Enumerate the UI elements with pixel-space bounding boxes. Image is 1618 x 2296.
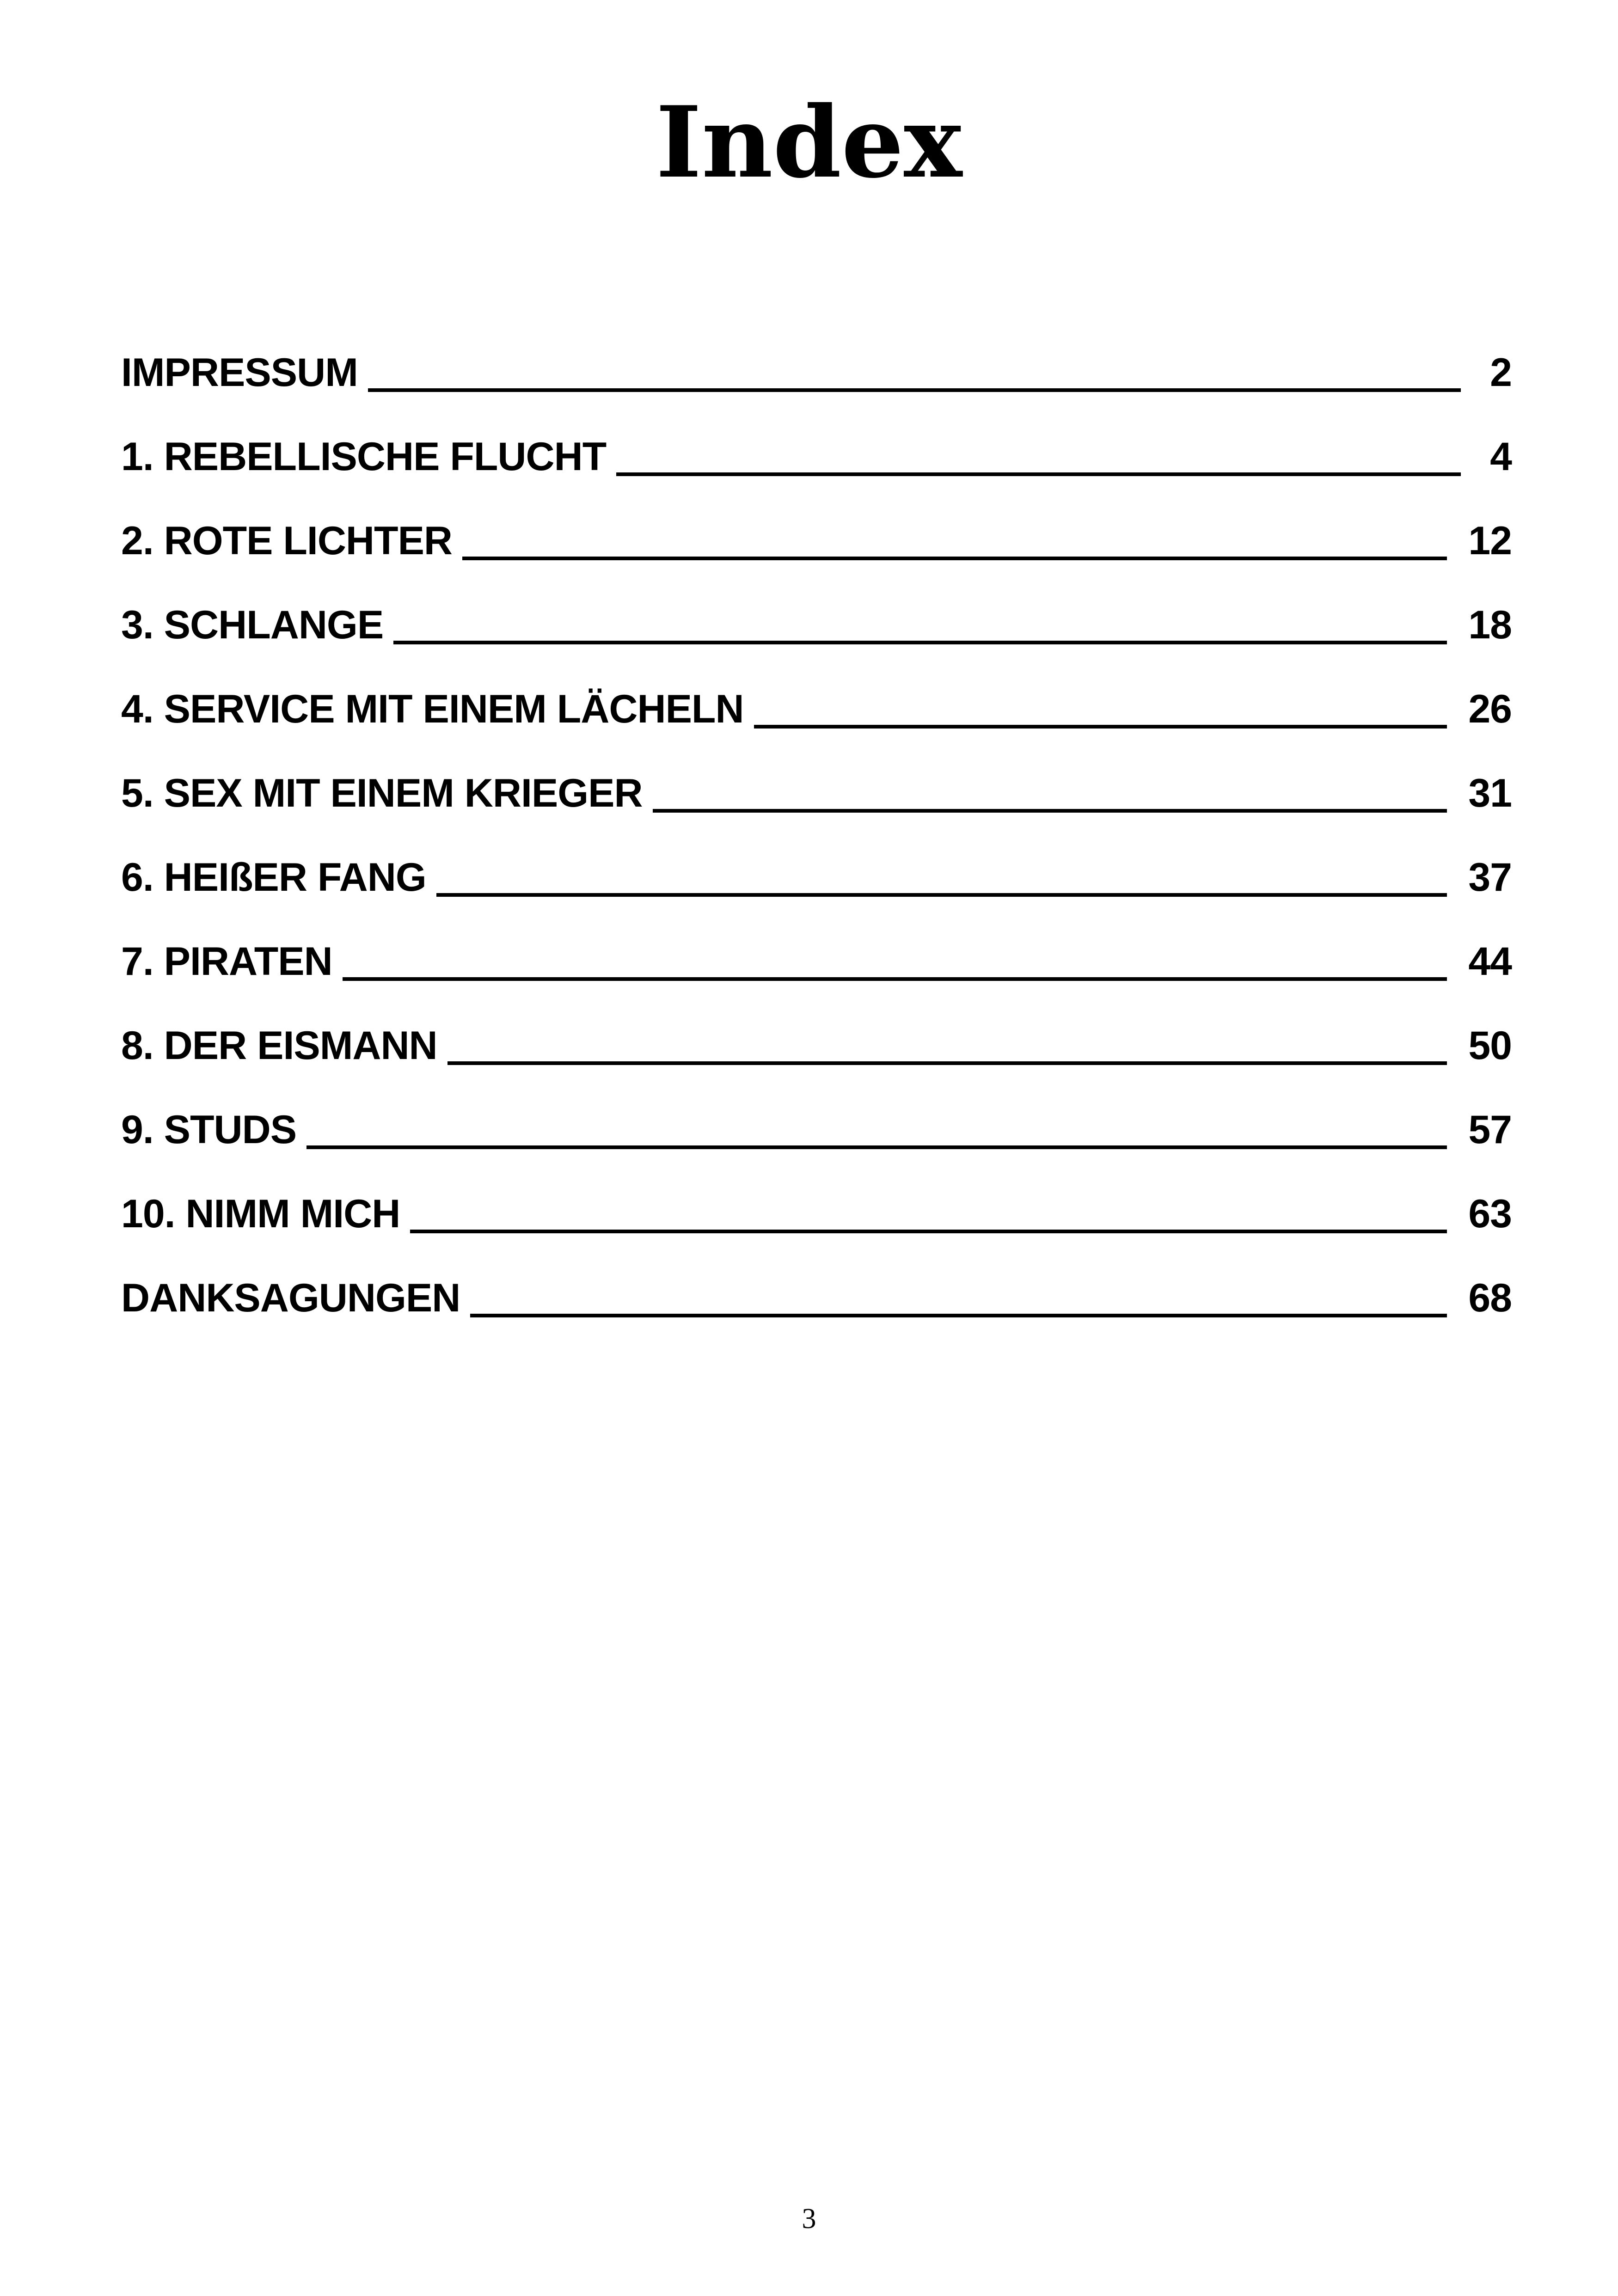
toc-entry-page: 44: [1468, 939, 1512, 984]
page-title: Index: [656, 85, 962, 200]
page-number: 3: [802, 2203, 816, 2235]
table-of-contents: [121, 325, 1512, 1334]
toc-entry-title: 3. SCHLANGE: [121, 603, 384, 647]
toc-leader-line: [343, 977, 1447, 981]
toc-entry-schlange[interactable]: [121, 577, 1512, 661]
toc-entry-impressum[interactable]: [121, 325, 1512, 409]
toc-entry-title: 9. STUDS: [121, 1108, 297, 1152]
toc-entry-der-eismann[interactable]: [121, 998, 1512, 1082]
toc-entry-sex-mit-einem-krieger[interactable]: [121, 745, 1512, 829]
toc-entry-danksagungen[interactable]: [121, 1250, 1512, 1334]
toc-leader-line: [306, 1145, 1447, 1149]
toc-entry-title: 5. SEX MIT EINEM KRIEGER: [121, 771, 643, 815]
toc-entry-studs[interactable]: [121, 1082, 1512, 1166]
toc-entry-page: 4: [1490, 435, 1512, 479]
toc-entry-title: 7. PIRATEN: [121, 939, 332, 984]
toc-leader-line: [470, 1314, 1447, 1317]
toc-entry-page: 63: [1468, 1192, 1512, 1236]
toc-entry-nimm-mich[interactable]: [121, 1166, 1512, 1250]
toc-entry-title: 10. NIMM MICH: [121, 1192, 400, 1236]
toc-leader-line: [410, 1230, 1447, 1233]
toc-leader-line: [447, 1061, 1447, 1065]
toc-leader-line: [462, 557, 1447, 560]
toc-entry-page: 57: [1468, 1108, 1512, 1152]
toc-entry-rote-lichter[interactable]: [121, 493, 1512, 577]
toc-entry-title: DANKSAGUNGEN: [121, 1276, 460, 1320]
toc-entry-page: 31: [1468, 771, 1512, 815]
toc-entry-page: 68: [1468, 1276, 1512, 1320]
toc-leader-line: [368, 388, 1461, 392]
toc-entry-page: 50: [1468, 1023, 1512, 1068]
toc-entry-page: 26: [1468, 687, 1512, 731]
toc-entry-page: 2: [1490, 350, 1512, 395]
toc-entry-title: 6. HEIßER FANG: [121, 855, 426, 900]
toc-entry-title: 2. ROTE LICHTER: [121, 519, 453, 563]
toc-leader-line: [653, 809, 1447, 813]
toc-entry-title: 4. SERVICE MIT EINEM LÄCHELN: [121, 687, 744, 731]
toc-entry-piraten[interactable]: [121, 913, 1512, 998]
toc-leader-line: [616, 472, 1461, 476]
toc-entry-title: 1. REBELLISCHE FLUCHT: [121, 435, 607, 479]
toc-leader-line: [754, 725, 1447, 729]
toc-entry-page: 12: [1468, 519, 1512, 563]
toc-leader-line: [436, 893, 1447, 897]
toc-entry-title: 8. DER EISMANN: [121, 1023, 437, 1068]
toc-entry-rebellische-flucht[interactable]: [121, 409, 1512, 493]
toc-entry-title: IMPRESSUM: [121, 350, 358, 395]
toc-entry-page: 18: [1468, 603, 1512, 647]
toc-entry-service-mit-einem-laecheln[interactable]: [121, 661, 1512, 745]
toc-entry-page: 37: [1468, 855, 1512, 900]
toc-leader-line: [393, 641, 1447, 644]
toc-entry-heisser-fang[interactable]: [121, 829, 1512, 913]
